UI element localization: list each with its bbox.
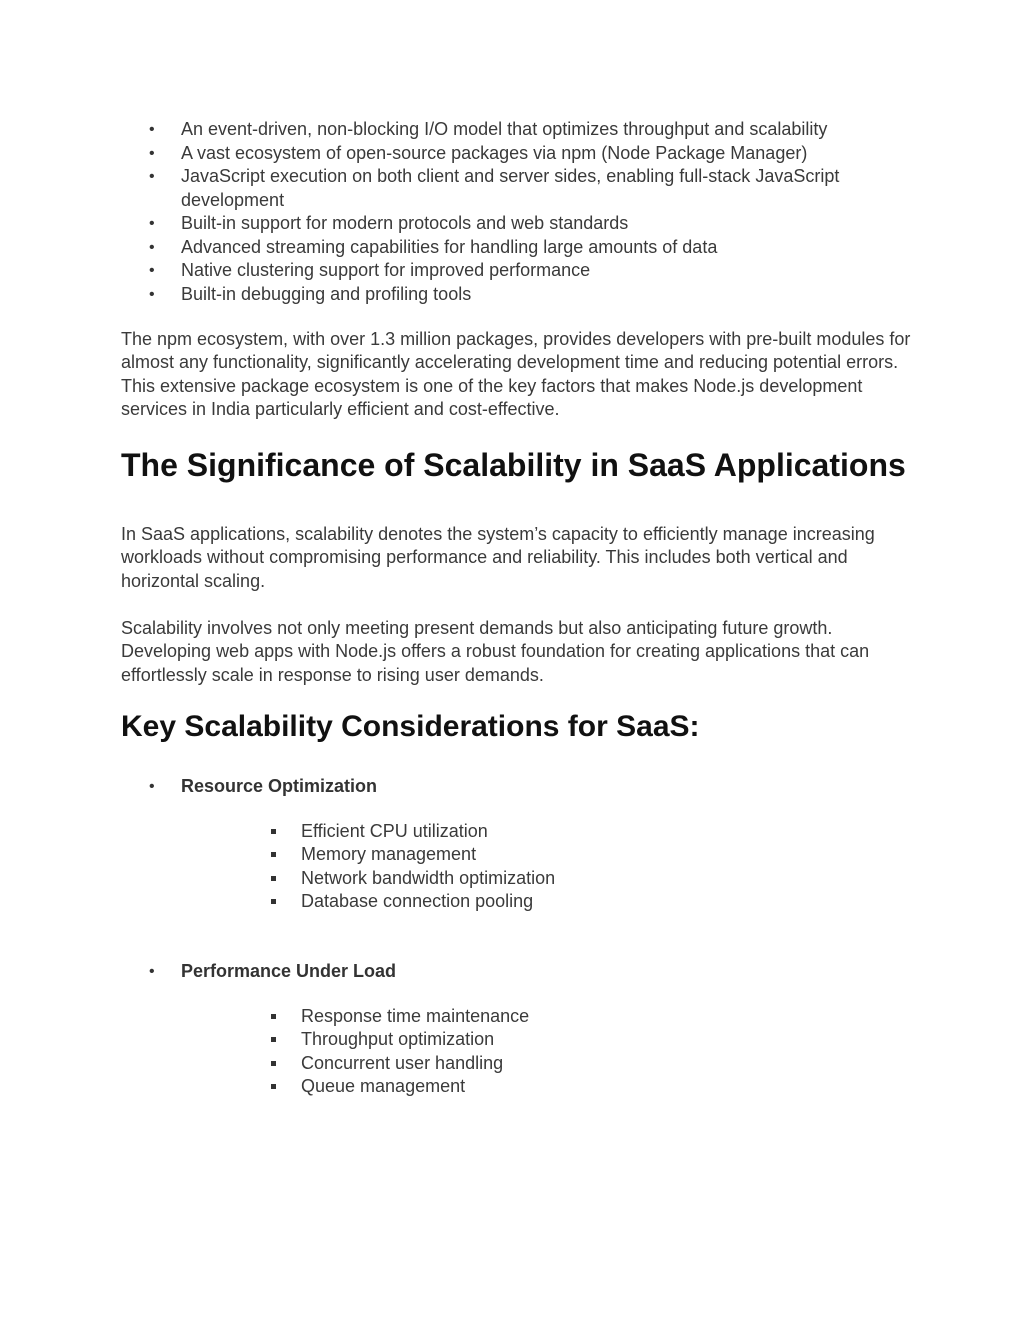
consideration-title: • Resource Optimization xyxy=(121,775,911,798)
feature-list xyxy=(121,118,911,306)
considerations-heading: Key Scalability Considerations for SaaS: xyxy=(121,709,700,743)
list-item: • Native clustering support for improved performance xyxy=(121,259,911,283)
list-item: • A vast ecosystem of open-source packages via npm (Node Package Manager) xyxy=(121,142,911,166)
list-item: • Built-in debugging and profiling tools xyxy=(121,283,911,307)
list-item: • Advanced streaming capabilities for handling large amounts of data xyxy=(121,236,911,260)
list-item: Response time maintenance xyxy=(121,1005,911,1029)
document-content xyxy=(121,118,911,1099)
list-item: • An event-driven, non-blocking I/O model that optimizes throughput and scalability xyxy=(121,118,911,142)
list-item: Memory management xyxy=(121,843,911,867)
list-item: Queue management xyxy=(121,1075,911,1099)
significance-paragraph-1: In SaaS applications, scalability denotes the system’s capacity to efficiently manage increasing workloads without compromising performance and reliability. This includes both vertical and horizontal scaling. xyxy=(121,524,875,591)
list-item: • JavaScript execution on both client and server sides, enabling full-stack JavaScript development xyxy=(121,165,911,212)
list-item: • Built-in support for modern protocols and web standards xyxy=(121,212,911,236)
list-item: Efficient CPU utilization xyxy=(121,820,911,844)
significance-heading: The Significance of Scalability in SaaS Applications xyxy=(121,447,906,484)
list-item: Database connection pooling xyxy=(121,890,911,914)
consideration-sublist xyxy=(121,820,911,914)
npm-ecosystem-paragraph: The npm ecosystem, with over 1.3 million packages, provides developers with pre-built modules for almost any functionality, significantly accelerating development time and reducing potential errors. This extensive package ecosystem is one of the key factors that makes Node.js development services in India particularly efficient and cost-effective. xyxy=(121,329,911,419)
list-item: Concurrent user handling xyxy=(121,1052,911,1076)
list-item: Throughput optimization xyxy=(121,1028,911,1052)
consideration-group-performance xyxy=(121,960,911,1099)
consideration-title: • Performance Under Load xyxy=(121,960,911,983)
significance-paragraph-2: Scalability involves not only meeting present demands but also anticipating future growth. Developing web apps with Node.js offers a robust foundation for creating applications that can effortlessly scale in response to rising user demands. xyxy=(121,618,870,685)
consideration-group-resource xyxy=(121,775,911,914)
list-item: Network bandwidth optimization xyxy=(121,867,911,891)
consideration-sublist xyxy=(121,1005,911,1099)
